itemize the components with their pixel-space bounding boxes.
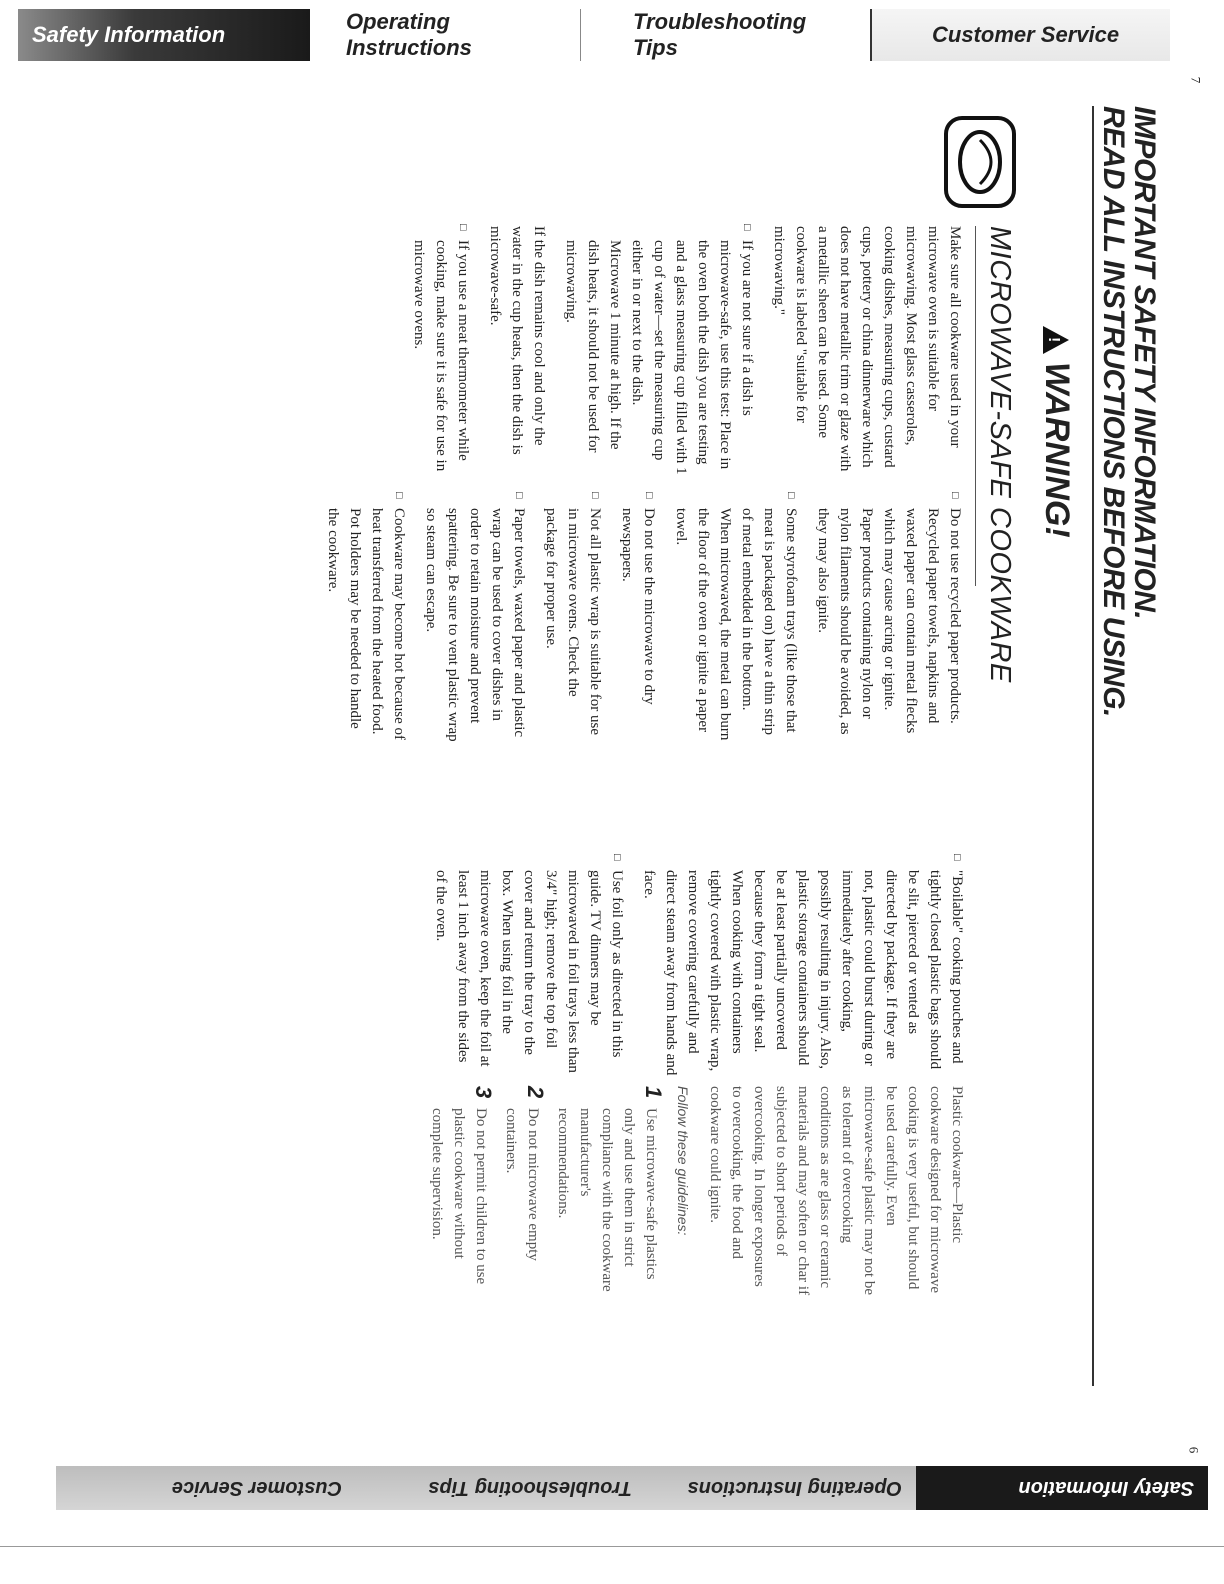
column-3 (420, 856, 968, 1076)
bullet-newspapers: □ Do not use the microwave to dry newspapers. (616, 494, 660, 744)
bullet-paper-towels: □ Paper towels, waxed paper and plastic wrap can be used to cover dishes in order to retain moisture and prevent spattering. Be sure to vent plastic wrap so steam can escape. (420, 494, 530, 744)
bullet-styrofoam-trays: □ Some styrofoam trays (like those that meat is packaged on) have a thin strip of metal embedded in the bottom. When microwaved, the metal can burn the floor of the oven or ignite a paper towel. (670, 494, 802, 744)
column-1 (398, 226, 966, 476)
page-number-left: 6 (1186, 1446, 1202, 1454)
warning-heading (1037, 326, 1076, 538)
column-4 (418, 1086, 968, 1296)
section-title: MICROWAVE-SAFE COOKWARE (984, 226, 1016, 683)
bullet-foil: □ Use foil only as directed in this guide. TV dinners may be microwaved in foil trays less than 3/4" high; remove the top foil cover and return the tray to the box. When using foil in the microwave oven, keep the foil at least 1 inch away from the sides of the oven. (430, 856, 628, 1076)
cookware-intro: Make sure all cookware used in your microwave oven is suitable for microwaving. Most glass casseroles, cooking dishes, measuring cups, custard cups, pottery or china dinnerware which does not have metallic trim or glaze with a metallic sheen can be used. Some cookware is labeled "suitable for microwaving." (771, 226, 963, 472)
bullet-recycled-paper: □ Do not use recycled paper products. Recycled paper towels, napkins and waxed paper can contain metal flecks which may cause arcing or ignite. Paper products containing nylon or nylon filaments should be avoided, as they may also ignite. (812, 494, 966, 744)
microwave-cookware-icon (940, 112, 1020, 212)
warning-label: WARNING! (1038, 362, 1076, 538)
bullet-boilable-pouches: □ "Boilable" cooking pouches and tightly closed plastic bags should be slit, pierced or vented as directed by package. If they are not, plastic could burst during or immediately after cooking, possibly resulting in injury. Also, plastic storage containers should be at least partially uncovered because they form a tight seal. When cooking with containers tightly covered with plastic wrap, remove covering carefully and direct steam away from hands and face. (638, 856, 968, 1076)
dish-safe-note: If the dish remains cool and only the water in the cup heats, then the dish is microwave-safe. (487, 226, 547, 455)
tab-troubleshooting-tips-bottom[interactable]: Troubleshooting Tips (356, 1466, 646, 1510)
tab-operating-instructions-bottom[interactable]: Operating Instructions (646, 1466, 916, 1510)
tab-safety-information-bottom[interactable]: Safety Information (916, 1466, 1208, 1510)
headline-line-2: READ ALL INSTRUCTIONS BEFORE USING. (1097, 106, 1130, 717)
tab-customer-service[interactable]: Customer Service (870, 9, 1170, 61)
bottom-divider (0, 1546, 1224, 1547)
rotated-page-content (38, 86, 1168, 1426)
tab-customer-service-bottom[interactable]: Customer Service (56, 1466, 356, 1510)
bullet-hot-cookware: □ Cookware may become hot because of heat transferred from the heated food. Pot holders may be needed to handle the cookware. (322, 494, 410, 744)
headline-divider (1092, 106, 1094, 1386)
top-nav-tabs (18, 6, 1208, 64)
tab-troubleshooting-tips[interactable]: Troubleshooting Tips (580, 9, 870, 61)
warning-triangle-icon: ! (1044, 326, 1070, 354)
guideline-item-1: 1 Use microwave-safe plastics only and use them in strict compliance with the cookware manufacturer's recommendations. (555, 1086, 666, 1292)
plastic-cookware-intro: Plastic cookware—Plastic cookware designed for microwave cooking is very useful, but should be used carefully. Even microwave-safe plastic may not be as tolerant of overcooking conditions as are glass or ceramic materials and may soften or char if subjected to short periods of overcooking. In longer exposures to overcooking, the food and cookware could ignite. (707, 1086, 965, 1296)
bullet-dish-test: □ If you are not sure if a dish is microwave-safe, use this test: Place in the oven both the dish you are testing and a glass measuring cup filled with 1 cup of water—set the measuring cup either in or next to the dish. Microwave 1 minute at high. If the dish heats, it should not be used for microwaving. (560, 226, 758, 476)
page-number-right: 7 (1188, 76, 1204, 84)
guidelines-label: Follow these guidelines: (675, 1086, 691, 1236)
guideline-item-3: 3 Do not permit children to use plastic cookware without complete supervision. (429, 1086, 496, 1285)
tab-operating-instructions[interactable]: Operating Instructions (346, 9, 472, 60)
bullet-meat-thermometer: □ If you use a meat thermometer while cooking, make sure it is safe for use in microwave ovens. (408, 226, 474, 476)
page-headline (1098, 106, 1160, 806)
bottom-nav-tabs (18, 1466, 1208, 1510)
guideline-item-2: 2 Do not microwave empty containers. (503, 1086, 548, 1261)
column-2 (312, 494, 966, 744)
section-divider (975, 226, 976, 586)
bullet-plastic-wrap: □ Not all plastic wrap is suitable for use in microwave ovens. Check the package for proper use. (540, 494, 606, 744)
tab-safety-information[interactable]: Safety Information (18, 9, 310, 61)
headline-line-1: IMPORTANT SAFETY INFORMATION. (1128, 106, 1161, 620)
